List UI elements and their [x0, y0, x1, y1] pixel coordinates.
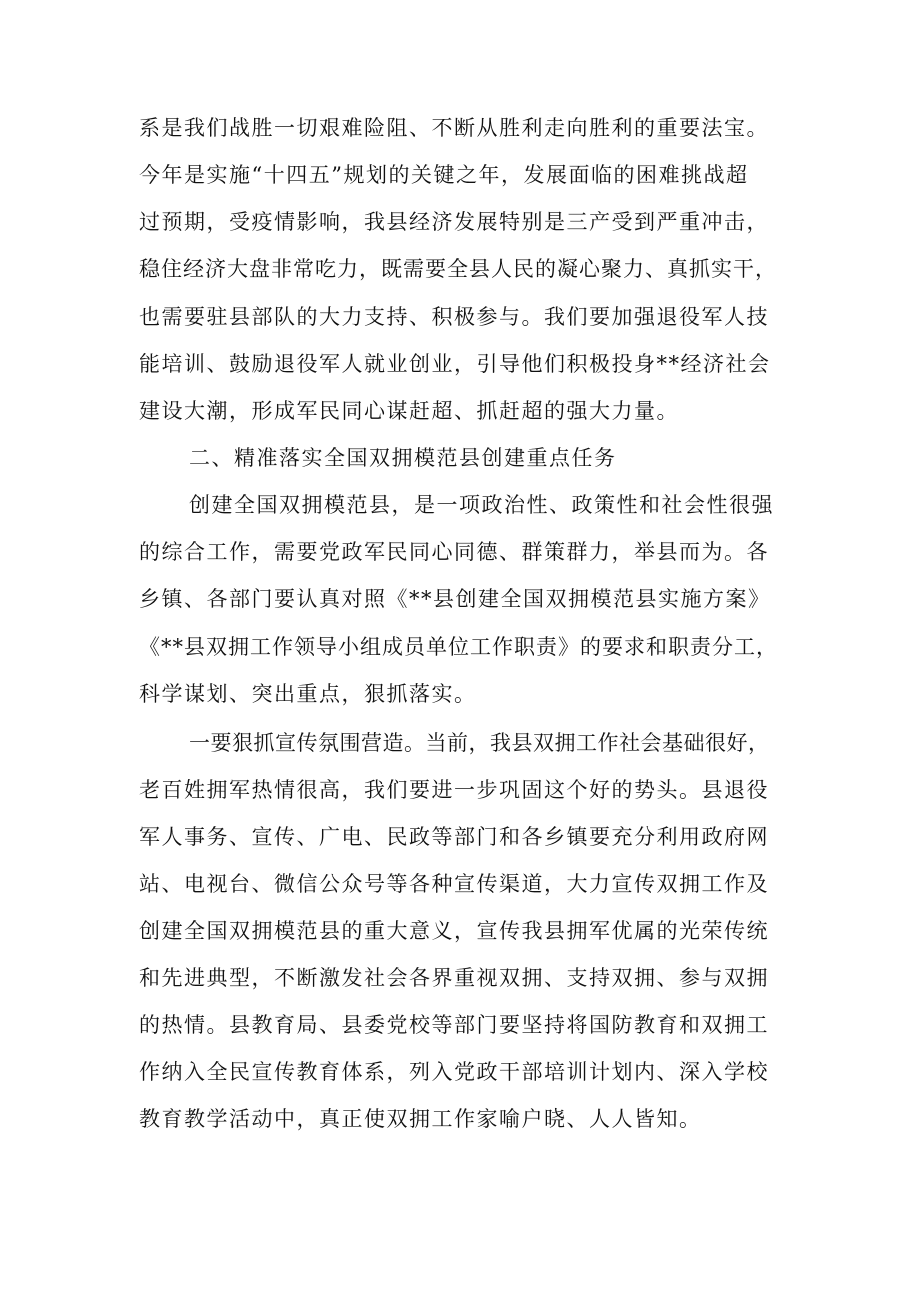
text-line: 的综合工作，需要党政军民同心同德、群策群力，举县而为。各	[139, 540, 769, 564]
text-line: 和先进典型，不断激发社会各界重视双拥、支持双拥、参与双拥	[139, 966, 769, 990]
text-line: 建设大潮，形成军民同心谋赶超、抓赶超的强大力量。	[139, 399, 679, 423]
text-line: 过预期，受疫情影响，我县经济发展特别是三产受到严重冲击，	[139, 210, 769, 234]
text-line: 老百姓拥军热情很高，我们要进一步巩固这个好的势头。县退役	[139, 778, 769, 802]
text-line: 科学谋划、突出重点，狠抓落实。	[139, 682, 477, 706]
text-line: 创建全国双拥模范县的重大意义，宣传我县拥军优属的光荣传统	[139, 919, 769, 943]
text-line: 创建全国双拥模范县，是一项政治性、政策性和社会性很强	[189, 493, 774, 517]
text-line: 的热情。县教育局、县委党校等部门要坚持将国防教育和双拥工	[139, 1013, 769, 1037]
text-line: 作纳入全民宣传教育体系，列入党政干部培训计划内、深入学校	[139, 1060, 769, 1084]
text-line: 系是我们战胜一切艰难险阻、不断从胜利走向胜利的重要法宝。	[139, 116, 769, 140]
section-heading: 二、精准落实全国双拥模范县创建重点任务	[189, 446, 617, 470]
text-line: 乡镇、各部门要认真对照《**县创建全国双拥模范县实施方案》	[139, 587, 771, 611]
text-line: 今年是实施“十四五”规划的关键之年，发展面临的困难挑战超	[139, 163, 749, 187]
text-line: 也需要驻县部队的大力支持、积极参与。我们要加强退役军人技	[139, 305, 769, 329]
text-line: 稳住经济大盘非常吃力，既需要全县人民的凝心聚力、真抓实干，	[139, 257, 777, 281]
text-line: 站、电视台、微信公众号等各种宣传渠道，大力宣传双拥工作及	[139, 872, 769, 896]
text-line: 《**县双拥工作领导小组成员单位工作职责》的要求和职责分工，	[139, 635, 778, 659]
text-line: 教育教学活动中，真正使双拥工作家喻户晓、人人皆知。	[139, 1107, 702, 1131]
text-line: 能培训、鼓励退役军人就业创业，引导他们积极投身**经济社会	[139, 352, 771, 376]
text-line: 一要狠抓宣传氛围营造。当前，我县双拥工作社会基础很好，	[189, 731, 770, 755]
text-line: 军人事务、宣传、广电、民政等部门和各乡镇要充分利用政府网	[139, 825, 769, 849]
